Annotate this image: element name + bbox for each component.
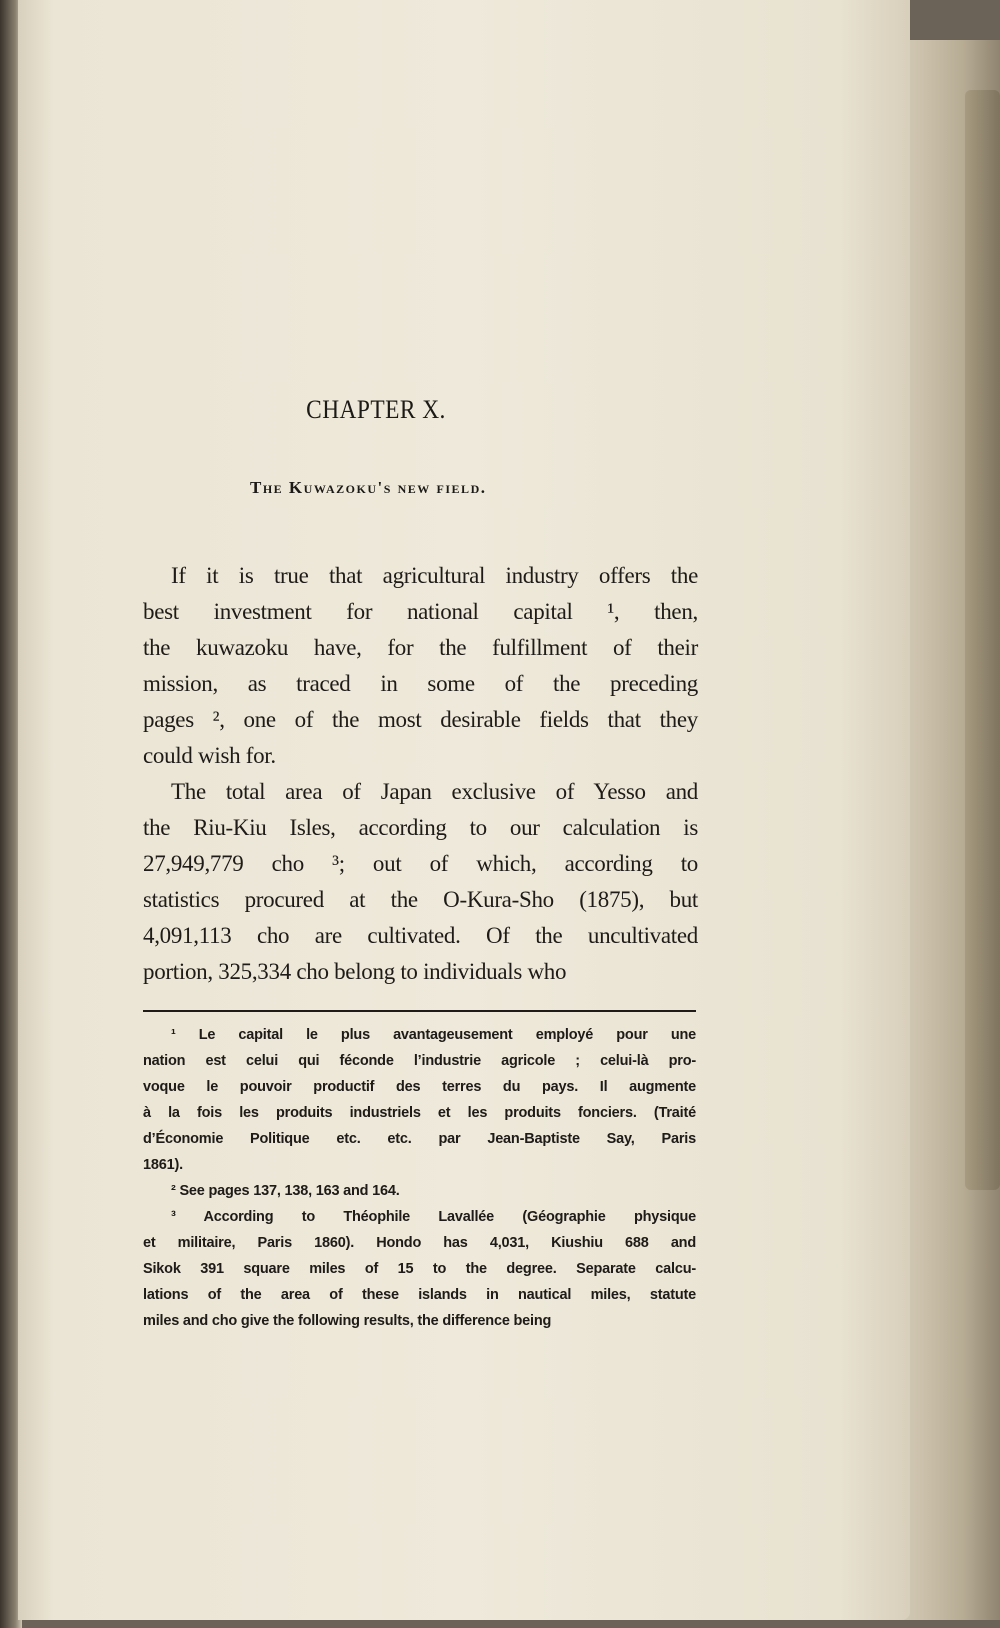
text-line: nation est celui qui féconde l’industrie agricole ; celui-là pro- — [143, 1053, 696, 1069]
text-line: Sikok 391 square miles of 15 to the degree. Separate calcu- — [143, 1261, 696, 1277]
body-text — [143, 558, 698, 990]
text-line: 27,949,779 cho ³; out of which, according to — [143, 851, 698, 876]
text-line: the Riu-Kiu Isles, according to our calculation is — [143, 815, 698, 840]
text-line: The total area of Japan exclusive of Yesso and — [171, 779, 698, 804]
chapter-heading: CHAPTER X. — [306, 395, 446, 424]
text-line: 1861). — [143, 1157, 183, 1173]
text-line: the kuwazoku have, for the fulfillment of their — [143, 635, 698, 660]
text-line: lations of the area of these islands in nautical miles, statute — [143, 1287, 696, 1303]
text-line: d’Économie Politique etc. etc. par Jean-Baptiste Say, Paris — [143, 1131, 696, 1147]
footnote — [143, 1022, 696, 1178]
worn-page-edges — [965, 90, 1000, 1190]
text-line: portion, 325,334 cho belong to individuals who — [143, 959, 567, 984]
footnotes — [143, 1022, 696, 1334]
text-line: could wish for. — [143, 743, 276, 768]
text-line: If it is true that agricultural industry offers the — [171, 563, 698, 588]
text-line: ¹ Le capital le plus avantageusement employé pour une — [171, 1027, 696, 1043]
footnote-rule — [143, 1010, 696, 1012]
footnote — [143, 1178, 696, 1204]
text-line: voque le pouvoir productif des terres du pays. Il augmente — [143, 1079, 696, 1095]
text-line: 4,091,113 cho are cultivated. Of the uncultivated — [143, 923, 698, 948]
text-line: ³ According to Théophile Lavallée (Géographie physique — [171, 1209, 696, 1225]
text-line: best investment for national capital ¹, then, — [143, 599, 698, 624]
paragraph — [143, 774, 698, 990]
text-line: et militaire, Paris 1860). Hondo has 4,031, Kiushiu 688 and — [143, 1235, 696, 1251]
text-line: mission, as traced in some of the preceding — [143, 671, 698, 696]
text-line: ² See pages 137, 138, 163 and 164. — [171, 1183, 400, 1199]
footnote — [143, 1204, 696, 1334]
chapter-title: The Kuwazoku's new field. — [250, 478, 487, 497]
text-line: à la fois les produits industriels et les produits fonciers. (Traité — [143, 1105, 696, 1121]
paragraph — [143, 558, 698, 774]
book-page — [18, 0, 910, 1620]
text-line: statistics procured at the O-Kura-Sho (1875), but — [143, 887, 698, 912]
text-line: pages ², one of the most desirable fields that they — [143, 707, 698, 732]
text-line: miles and cho give the following results, the difference being — [143, 1313, 552, 1329]
